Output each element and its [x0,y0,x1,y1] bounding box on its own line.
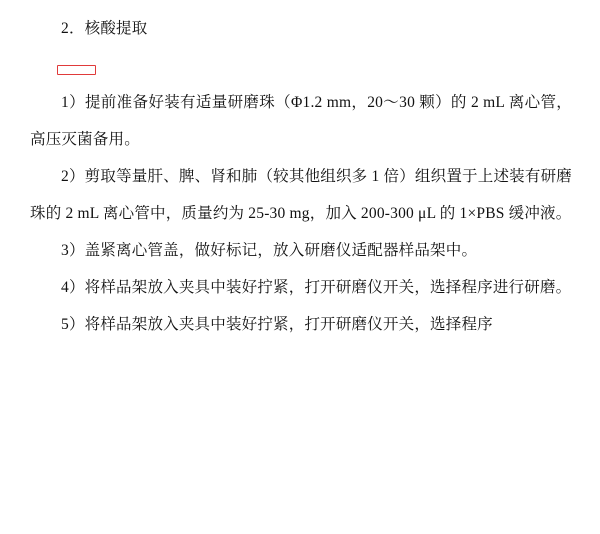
subsection-1-body [30,47,572,84]
step-3: 4）将样品架放入夹具中装好拧紧，打开研磨仪开关，选择程序进行研磨。 [61,279,572,296]
subsection-2-title: 1）提前准备好装有适量研磨珠（Φ1.2 mm，20～30 颗）的 2 mL 离心管，高压灭菌备用。 [30,94,572,148]
step-4: 5）将样品架放入夹具中装好拧紧，打开研磨仪开关，选择程序 [61,316,493,333]
red-highlight-box [57,65,96,75]
step-1: 2）剪取等量肝、脾、肾和肺（较其他组织多 1 倍）组织置于上述装有研磨珠的 2 mL 离心管中，质量约为 25-30 mg，加入 200-300 μL 的 1×PBS 缓冲液。 [30,168,572,222]
section-heading: 2．核酸提取 [61,20,148,37]
step-2: 3）盖紧离心管盖，做好标记，放入研磨仪适配器样品架中。 [61,242,478,259]
